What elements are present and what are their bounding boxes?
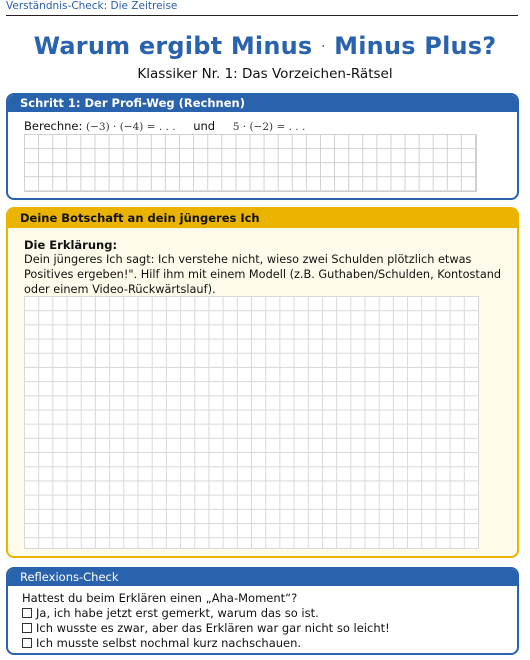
calc-answer-grid[interactable] — [24, 134, 477, 192]
page-title — [0, 32, 530, 60]
title-part-1: Warum ergibt Minus — [33, 32, 313, 60]
calc-prompt: Berechne: — [24, 119, 83, 133]
checkbox-icon[interactable] — [22, 638, 32, 648]
calc-expression-2: 5 · (−2) = . . . — [232, 121, 306, 133]
title-part-2: Minus Plus? — [334, 32, 497, 60]
calc-connector: und — [193, 119, 216, 133]
reflection-question: Hattest du beim Erklären einen „Aha-Moment“? — [22, 591, 298, 605]
reflection-options — [22, 606, 390, 651]
reflection-option[interactable] — [22, 606, 390, 621]
explanation-label: Die Erklärung: — [24, 238, 118, 252]
explanation-answer-grid[interactable] — [24, 296, 479, 549]
reflection-option[interactable] — [22, 621, 390, 636]
worksheet-topbar: Verständnis-Check: Die Zeitreise — [6, 0, 518, 16]
message-box — [6, 207, 519, 558]
reflection-option[interactable] — [22, 636, 390, 651]
reflection-option-label: Ich musste selbst nochmal kurz nachschauen. — [36, 636, 302, 650]
step1-heading: Schritt 1: Der Profi-Weg (Rechnen) — [8, 95, 517, 112]
reflection-box — [6, 567, 519, 655]
checkbox-icon[interactable] — [22, 608, 32, 618]
checkbox-icon[interactable] — [22, 623, 32, 633]
calc-line — [24, 119, 305, 133]
reflection-option-label: Ja, ich habe jetzt erst gemerkt, warum das so ist. — [36, 606, 319, 620]
title-dot: · — [320, 39, 326, 55]
step1-box — [6, 93, 519, 200]
explanation-text: Dein jüngeres Ich sagt: Ich verstehe nicht, wieso zwei Schulden plötzlich etwas Positives ergeben!". Hilf ihm mit einem Modell (z.B. Guthaben/Schulden, Kontostand oder einem Video-Rückwärtslauf). — [24, 253, 502, 296]
reflection-heading: Reflexions-Check — [8, 569, 517, 586]
calc-expression-1: (−3) · (−4) = . . . — [86, 121, 176, 133]
message-heading: Deine Botschaft an dein jüngeres Ich — [8, 209, 517, 228]
reflection-option-label: Ich wusste es zwar, aber das Erklären war gar nicht so leicht! — [36, 621, 390, 635]
page-subtitle: Klassiker Nr. 1: Das Vorzeichen-Rätsel — [137, 66, 393, 82]
